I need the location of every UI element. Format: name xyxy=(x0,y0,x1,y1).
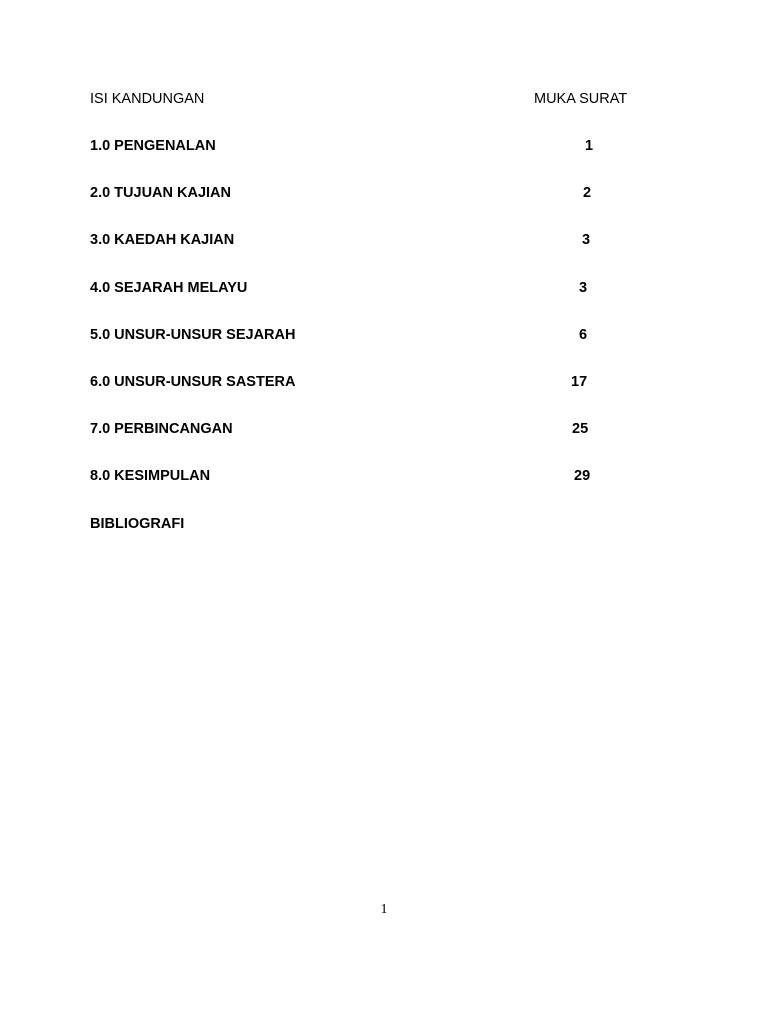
toc-entry-page: 2 xyxy=(583,185,592,201)
toc-title: ISI KANDUNGAN xyxy=(90,91,205,107)
toc-entry xyxy=(90,325,650,345)
toc-entry-page: 29 xyxy=(574,468,591,484)
toc-heading-row xyxy=(90,89,650,109)
toc-entry xyxy=(90,514,650,534)
toc-entry-label: 7.0 PERBINCANGAN xyxy=(90,421,233,437)
toc-entry-label: 3.0 KAEDAH KAJIAN xyxy=(90,232,235,248)
toc-entry-label: 2.0 TUJUAN KAJIAN xyxy=(90,185,231,201)
page-number: 1 xyxy=(380,902,388,917)
toc-entry-page: 3 xyxy=(579,280,588,296)
toc-entry xyxy=(90,136,650,156)
toc-entry-label: BIBLIOGRAFI xyxy=(90,516,185,532)
toc-entry-page: 17 xyxy=(571,374,588,390)
toc-entry-label: 4.0 SEJARAH MELAYU xyxy=(90,280,248,296)
toc-entry-page: 25 xyxy=(572,421,589,437)
toc-entry xyxy=(90,183,650,203)
toc-entry xyxy=(90,419,650,439)
toc-entry xyxy=(90,466,650,486)
page-column-heading: MUKA SURAT xyxy=(534,91,628,107)
toc-entry-page: 6 xyxy=(579,327,588,343)
toc-entry-label: 8.0 KESIMPULAN xyxy=(90,468,211,484)
toc-entry xyxy=(90,372,650,392)
toc-entry-page: 1 xyxy=(585,138,594,154)
toc-entry-page: 3 xyxy=(582,232,591,248)
toc-entry-label: 5.0 UNSUR-UNSUR SEJARAH xyxy=(90,327,296,343)
toc-entry xyxy=(90,278,650,298)
toc-entry-label: 6.0 UNSUR-UNSUR SASTERA xyxy=(90,374,296,390)
toc-entry-label: 1.0 PENGENALAN xyxy=(90,138,216,154)
toc-entry xyxy=(90,230,650,250)
